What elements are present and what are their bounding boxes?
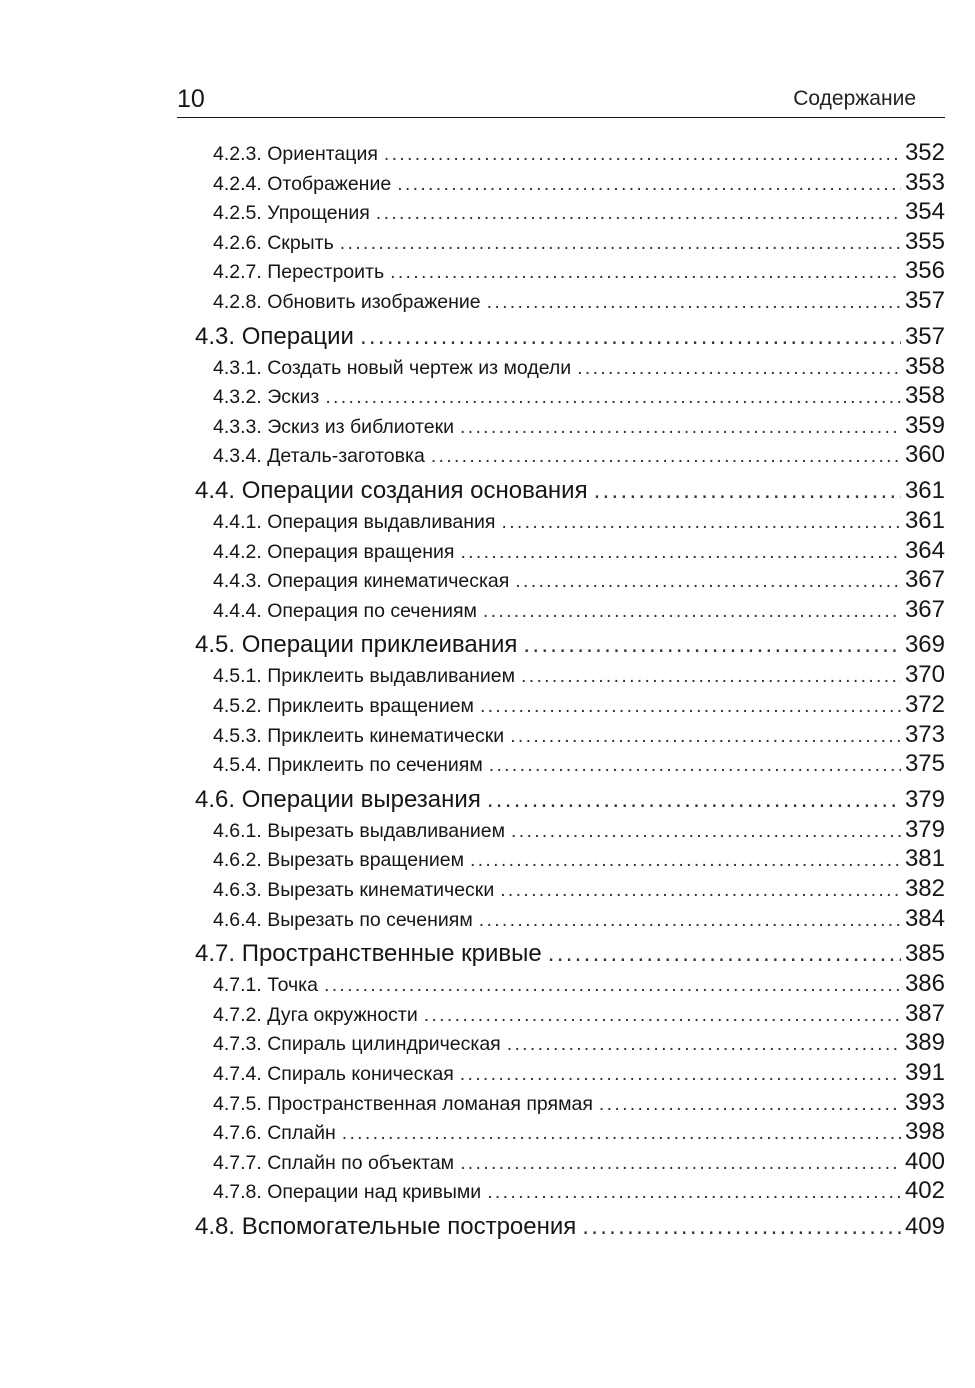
toc-entry-title: 4.3.4. Деталь-заготовка bbox=[213, 445, 425, 468]
toc-entry-title: 4.2.3. Ориентация bbox=[213, 143, 378, 165]
dot-leader bbox=[340, 228, 901, 257]
toc-subsection bbox=[213, 565, 945, 595]
toc-entry-page: 373 bbox=[904, 720, 945, 748]
toc-entry-title: 4.7.8. Операции над кривыми bbox=[213, 1181, 482, 1204]
toc-subsection bbox=[213, 660, 945, 690]
toc-entry-page: 372 bbox=[904, 691, 945, 718]
dot-leader bbox=[460, 412, 901, 441]
dot-leader bbox=[397, 169, 901, 198]
toc-section bbox=[195, 938, 945, 970]
toc-entry-page: 361 bbox=[904, 477, 945, 504]
toc-entry-title: 4.6.1. Вырезать выдавливанием bbox=[213, 819, 506, 842]
toc-entry-page: 355 bbox=[904, 227, 945, 255]
toc-entry-page: 389 bbox=[904, 1029, 945, 1057]
toc-subsection bbox=[213, 227, 945, 257]
toc-section bbox=[195, 784, 945, 816]
toc-entry-title: 4.7.7. Сплайн по объектам bbox=[213, 1151, 455, 1174]
toc-entry-page: 409 bbox=[904, 1213, 945, 1240]
dot-leader bbox=[487, 784, 901, 816]
toc-subsection bbox=[213, 874, 945, 904]
running-title: Содержание bbox=[793, 87, 916, 110]
toc-subsection bbox=[213, 690, 945, 720]
toc-entry-title: 4.6.4. Вырезать по сечениям bbox=[213, 908, 473, 931]
toc-entry-page: 385 bbox=[904, 940, 945, 968]
toc-entry-page: 379 bbox=[904, 785, 945, 813]
toc-entry-page: 356 bbox=[904, 257, 945, 285]
page-number: 10 bbox=[177, 85, 205, 113]
toc-entry-page: 352 bbox=[904, 139, 945, 166]
dot-leader bbox=[460, 1148, 901, 1177]
dot-leader bbox=[390, 257, 901, 286]
toc-subsection bbox=[213, 256, 945, 286]
dot-leader bbox=[594, 475, 901, 507]
dot-leader bbox=[502, 507, 901, 536]
toc-subsection bbox=[213, 440, 945, 470]
toc-section bbox=[195, 1211, 945, 1243]
dot-leader bbox=[431, 441, 901, 470]
toc-subsection bbox=[213, 1058, 945, 1088]
toc-entry-title: 4.2.6. Скрыть bbox=[213, 231, 334, 254]
dot-leader bbox=[460, 537, 901, 566]
toc-entry-page: 367 bbox=[904, 595, 945, 623]
toc-entry-title: 4.5.3. Приклеить кинематически bbox=[213, 724, 505, 747]
toc-entry-page: 364 bbox=[904, 536, 945, 564]
toc-entry-title: 4.4.3. Операция кинематическая bbox=[213, 570, 510, 593]
toc-entry-title: 4.3. Операции bbox=[195, 322, 354, 350]
toc-entry-page: 361 bbox=[904, 507, 945, 534]
toc-entry-page: 384 bbox=[904, 904, 945, 932]
toc-entry-title: 4.7.4. Спираль коническая bbox=[213, 1063, 454, 1085]
toc-subsection bbox=[213, 286, 945, 316]
toc-subsection bbox=[213, 138, 945, 168]
dot-leader bbox=[325, 382, 901, 411]
toc-entry-title: 4.4.4. Операция по сечениям bbox=[213, 599, 477, 622]
toc-subsection bbox=[213, 381, 945, 411]
toc-entry-title: 4.5.1. Приклеить выдавливанием bbox=[213, 665, 516, 688]
toc-entry-title: 4.4.2. Операция вращения bbox=[213, 540, 455, 563]
toc-subsection bbox=[213, 999, 945, 1029]
toc-entry-page: 387 bbox=[904, 999, 945, 1027]
dot-leader bbox=[523, 629, 901, 661]
dot-leader bbox=[479, 905, 901, 934]
toc-entry-page: 393 bbox=[904, 1088, 945, 1116]
toc-entry-title: 4.7.6. Сплайн bbox=[213, 1122, 336, 1145]
dot-leader bbox=[424, 1000, 901, 1029]
toc-subsection bbox=[213, 1147, 945, 1177]
toc-subsection bbox=[213, 197, 945, 227]
toc-entry-title: 4.8. Вспомогательные построения bbox=[195, 1213, 577, 1240]
toc-entry-page: 357 bbox=[904, 322, 945, 350]
toc-subsection bbox=[213, 844, 945, 874]
toc-subsection bbox=[213, 1028, 945, 1058]
toc-subsection bbox=[213, 1088, 945, 1118]
toc-entry-title: 4.2.7. Перестроить bbox=[213, 261, 385, 284]
toc-entry-page: 358 bbox=[904, 382, 945, 410]
toc-entry-title: 4.3.2. Эскиз bbox=[213, 386, 320, 409]
dot-leader bbox=[384, 139, 901, 168]
toc-entry-title: 4.2.8. Обновить изображение bbox=[213, 291, 481, 313]
dot-leader bbox=[487, 287, 901, 316]
toc-entry-title: 4.7.2. Дуга окружности bbox=[213, 1003, 418, 1026]
toc-entry-title: 4.3.1. Создать новый чертеж из модели bbox=[213, 356, 572, 379]
dot-leader bbox=[577, 353, 901, 382]
toc-subsection bbox=[213, 904, 945, 934]
toc-entry-page: 358 bbox=[904, 352, 945, 380]
toc-entry-title: 4.6.2. Вырезать вращением bbox=[213, 849, 464, 872]
toc-entry-title: 4.5. Операции приклеивания bbox=[195, 631, 518, 659]
dot-leader bbox=[507, 1029, 901, 1058]
toc-entry-title: 4.7.1. Точка bbox=[213, 974, 318, 997]
toc-section bbox=[195, 475, 945, 507]
dot-leader bbox=[342, 1118, 901, 1147]
dot-leader bbox=[521, 661, 901, 690]
toc-entry-page: 360 bbox=[904, 441, 945, 469]
toc-entry-title: 4.3.3. Эскиз из библиотеки bbox=[213, 415, 455, 438]
toc-entry-title: 4.7. Пространственные кривые bbox=[195, 940, 542, 968]
dot-leader bbox=[480, 691, 901, 720]
toc-subsection bbox=[213, 352, 945, 382]
toc-entry-page: 357 bbox=[904, 287, 945, 314]
toc-subsection bbox=[213, 815, 945, 845]
dot-leader bbox=[599, 1089, 901, 1118]
toc-subsection bbox=[213, 1117, 945, 1147]
dot-leader bbox=[376, 198, 901, 227]
toc-entry-page: 367 bbox=[904, 566, 945, 594]
toc-entry-title: 4.4. Операции создания основания bbox=[195, 477, 588, 504]
toc-subsection bbox=[213, 411, 945, 441]
dot-leader bbox=[360, 321, 901, 353]
toc-entry-title: 4.5.4. Приклеить по сечениям bbox=[213, 754, 483, 777]
toc-entry-page: 379 bbox=[904, 815, 945, 843]
toc-subsection bbox=[213, 969, 945, 999]
dot-leader bbox=[548, 938, 901, 970]
toc-entry-page: 375 bbox=[904, 750, 945, 778]
dot-leader bbox=[470, 845, 901, 874]
toc-entry-title: 4.7.3. Спираль цилиндрическая bbox=[213, 1033, 501, 1056]
toc-subsection bbox=[213, 168, 945, 198]
dot-leader bbox=[510, 721, 901, 750]
toc-entry-page: 400 bbox=[904, 1147, 945, 1175]
toc-entry-page: 369 bbox=[904, 631, 945, 659]
toc-entry-page: 370 bbox=[904, 661, 945, 689]
toc-subsection bbox=[213, 1176, 945, 1206]
dot-leader bbox=[483, 596, 901, 625]
toc-entry-page: 381 bbox=[904, 845, 945, 873]
toc-entry-title: 4.5.2. Приклеить вращением bbox=[213, 695, 474, 717]
toc-entry-title: 4.6. Операции вырезания bbox=[195, 785, 481, 813]
dot-leader bbox=[487, 1177, 901, 1206]
dot-leader bbox=[582, 1211, 901, 1243]
toc-entry-page: 386 bbox=[904, 970, 945, 998]
toc-entry-title: 4.6.3. Вырезать кинематически bbox=[213, 879, 495, 901]
toc-subsection bbox=[213, 595, 945, 625]
toc-entry-page: 382 bbox=[904, 875, 945, 902]
toc-entry-page: 354 bbox=[904, 198, 945, 226]
dot-leader bbox=[460, 1059, 901, 1088]
toc-subsection bbox=[213, 506, 945, 536]
toc-entry-title: 4.2.4. Отображение bbox=[213, 172, 392, 195]
dot-leader bbox=[500, 875, 901, 904]
toc-entry-page: 402 bbox=[904, 1177, 945, 1205]
dot-leader bbox=[489, 750, 901, 779]
toc-section bbox=[195, 629, 945, 661]
toc-entry-title: 4.7.5. Пространственная ломаная прямая bbox=[213, 1092, 593, 1115]
toc-entry-page: 398 bbox=[904, 1118, 945, 1146]
dot-leader bbox=[515, 566, 901, 595]
dot-leader bbox=[511, 816, 901, 845]
toc-entry-title: 4.4.1. Операция выдавливания bbox=[213, 511, 496, 533]
toc-entry-page: 353 bbox=[904, 168, 945, 196]
toc-entry-page: 359 bbox=[904, 411, 945, 439]
dot-leader bbox=[324, 970, 901, 999]
toc-subsection bbox=[213, 749, 945, 779]
toc-subsection bbox=[213, 536, 945, 566]
toc-subsection bbox=[213, 720, 945, 750]
toc-entry-title: 4.2.5. Упрощения bbox=[213, 202, 370, 225]
toc-section bbox=[195, 321, 945, 353]
header-rule bbox=[177, 117, 945, 118]
toc-entry-page: 391 bbox=[904, 1059, 945, 1086]
